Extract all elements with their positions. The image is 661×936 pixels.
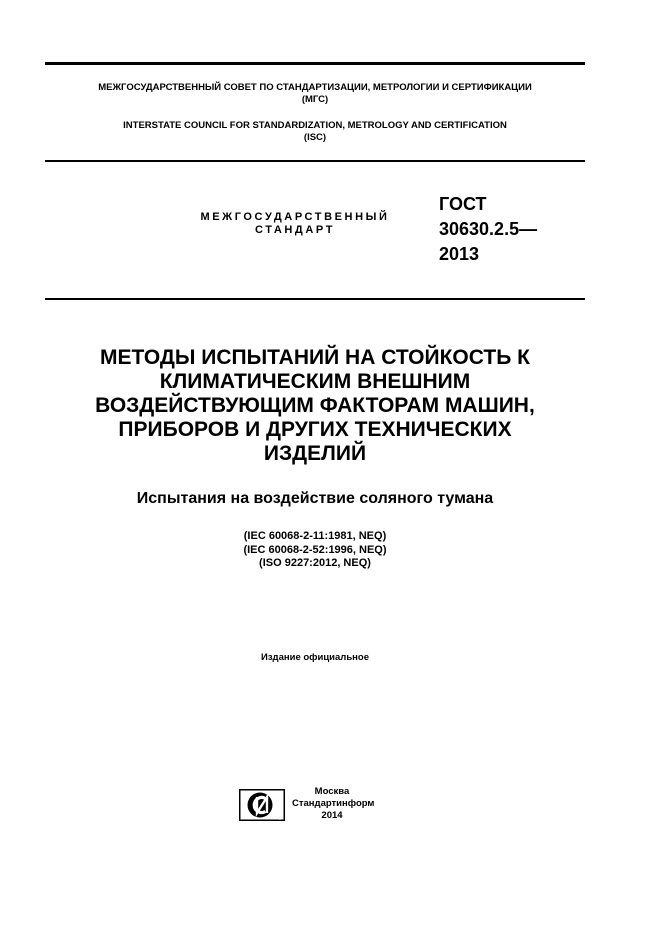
title-line: КЛИМАТИЧЕСКИМ ВНЕШНИМ <box>159 370 471 393</box>
reference-item: (ISO 9227:2012, NEQ) <box>259 557 371 569</box>
publisher-info <box>292 786 375 822</box>
logo-text: СИ <box>279 820 281 821</box>
title-line: ВОЗДЕЙСТВУЮЩИМ ФАКТОРАМ МАШИН, <box>95 394 535 417</box>
standard-kind <box>180 211 410 237</box>
document-title <box>45 346 585 466</box>
standard-kind-line1: МЕЖГОСУДАРСТВЕННЫЙ <box>200 211 390 223</box>
council-name-en-line1: INTERSTATE COUNCIL FOR STANDARDIZATION, METROLOGY AND CERTIFICATION <box>123 120 507 131</box>
reference-item: (IEC 60068-2-52:1996, NEQ) <box>243 543 387 556</box>
title-line: ИЗДЕЛИЙ <box>263 442 367 465</box>
council-name-ru-line1: МЕЖГОСУДАРСТВЕННЫЙ СОВЕТ ПО СТАНДАРТИЗАЦИИ, МЕТРОЛОГИИ И СЕРТИФИКАЦИИ <box>98 82 532 93</box>
title-divider <box>45 298 585 300</box>
document-subtitle: Испытания на воздействие соляного тумана <box>136 490 494 507</box>
publisher-name: Стандартинформ <box>292 798 375 809</box>
designation-year: 2013 <box>439 244 480 264</box>
designation-prefix: ГОСТ <box>439 194 487 214</box>
reference-standards <box>45 530 585 571</box>
council-abbr-en: (ISC) <box>303 132 327 143</box>
council-name-en <box>45 120 585 144</box>
standard-kind-line2: СТАНДАРТ <box>254 224 336 236</box>
reference-item: (IEC 60068-2-11:1981, NEQ) <box>243 530 387 542</box>
council-abbr-ru: (МГС) <box>301 94 329 105</box>
top-rule <box>45 62 585 65</box>
designation-number: 30630.2.5— <box>439 219 538 239</box>
council-name-ru <box>45 82 585 106</box>
publisher-year: 2014 <box>321 810 343 821</box>
standard-designation <box>439 192 537 267</box>
standartinform-logo <box>239 789 285 821</box>
publisher-city: Москва <box>314 786 350 797</box>
edition-label: Издание официальное <box>261 652 369 663</box>
header-divider <box>45 160 585 162</box>
title-line: МЕТОДЫ ИСПЫТАНИЙ НА СТОЙКОСТЬ К <box>100 346 530 369</box>
title-line: ПРИБОРОВ И ДРУГИХ ТЕХНИЧЕСКИХ <box>118 418 512 441</box>
